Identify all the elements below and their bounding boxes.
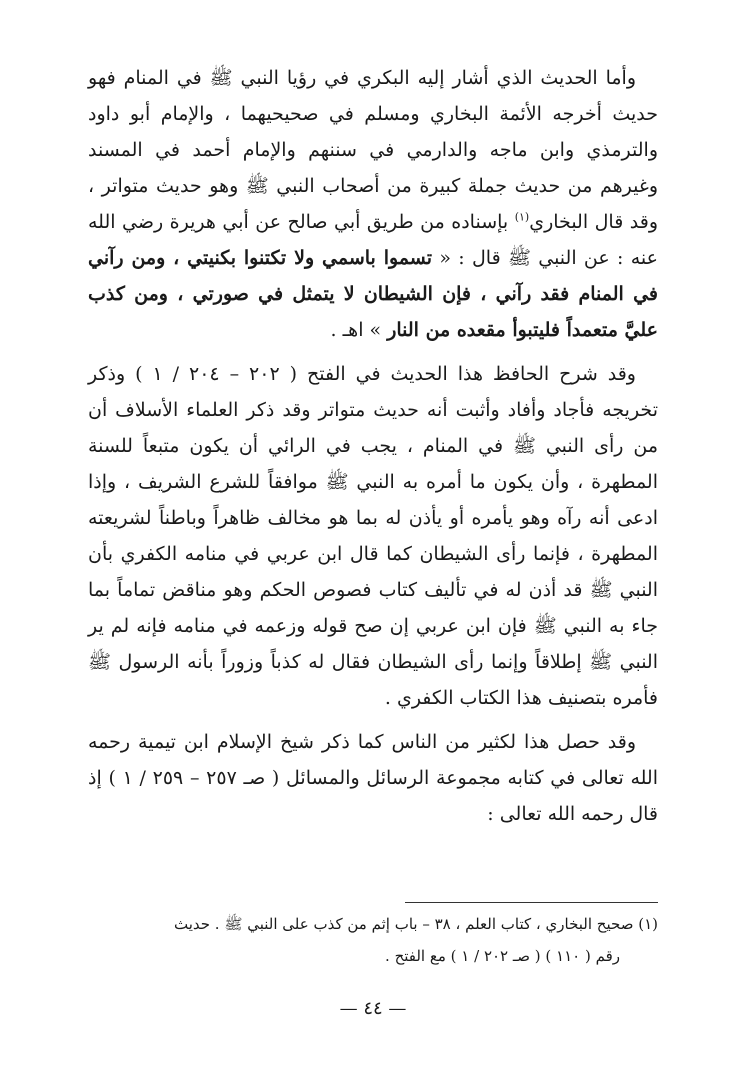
page-number: — ٤٤ — bbox=[339, 998, 407, 1019]
paragraph-1-text-a: وأما الحديث الذي أشار إليه البكري في رؤيا النبي ﷺ في المنام فهو حديث أخرجه الأئمة البخاري ومسلم في صحيحيهما ، والإمام أبو داود والترمذي وابن ماجه والدارمي في سننهم والإمام أحمد في المسند وغيرهم من حديث جملة كبيرة من أصحاب النبي ﷺ وهو حديث متواتر ، وقد قال البخاري bbox=[88, 67, 659, 233]
footnote-marker: (١) bbox=[638, 915, 658, 933]
hadith-quote: تسموا باسمي ولا تكتنوا بكنيتي ، ومن رآني في المنام فقد رآني ، فإن الشيطان لا يتمثل في صورتي ، ومن كذب عليَّ متعمداً فليتبوأ مقعده من النار bbox=[88, 247, 658, 341]
footnote-reference: (١) bbox=[514, 210, 530, 224]
footnote-line-1 bbox=[88, 908, 658, 940]
paragraph-hadith bbox=[88, 60, 658, 348]
paragraph-ibn-taymiyya: وقد حصل هذا لكثير من الناس كما ذكر شيخ الإسلام ابن تيمية رحمه الله تعالى في كتابه مجموعة الرسائل والمسائل ( صـ ٢٥٧ – ٢٥٩ / ١ ) إذ قال رحمه الله تعالى : bbox=[88, 731, 658, 825]
paragraph-1-text-b: بإسناده من طريق أبي صالح عن أبي هريرة رضي الله عنه : عن النبي ﷺ قال : « bbox=[88, 211, 658, 269]
paragraph-1-text-c: » اهـ . bbox=[330, 319, 388, 341]
paragraph-commentary: وقد شرح الحافظ هذا الحديث في الفتح ( ٢٠٢ – ٢٠٤ / ١ ) وذكر تخريجه فأجاد وأفاد وأثبت أنه حديث متواتر وقد ذكر العلماء الأسلاف أن من رأى النبي ﷺ في المنام ، يجب في الرائي أن يكون متبعاً للسنة المطهرة ، وأن يكون ما أمره به النبي ﷺ موافقاً للشرع الشريف ، وإذا ادعى أنه رآه وهو يأمره أو يأذن له بما هو مخالف ظاهراً وباطناً لشريعته المطهرة ، فإنما رأى الشيطان كما قال ابن عربي في منامه الكفري بأن النبي ﷺ قد أذن له في تأليف كتاب فصوص الحكم وهو مناقض تماماً بما جاء به النبي ﷺ فإن ابن عربي إن صح قوله وزعمه في منامه فإنه لم ير النبي ﷺ إطلاقاً وإنما رأى الشيطان فقال له كذباً وزوراً بأنه الرسول ﷺ فأمره بتصنيف هذا الكتاب الكفري . bbox=[88, 363, 658, 709]
footnote-line-2: رقم ( ١١٠ ) ( صـ ٢٠٢ / ١ ) مع الفتح . bbox=[385, 947, 620, 965]
footnote-divider bbox=[405, 902, 658, 903]
main-text bbox=[88, 60, 658, 832]
footnote-line-1-text: صحيح البخاري ، كتاب العلم ، ٣٨ – باب إثم من كذب على النبي ﷺ . حديث bbox=[173, 915, 639, 933]
footnote bbox=[88, 908, 658, 972]
